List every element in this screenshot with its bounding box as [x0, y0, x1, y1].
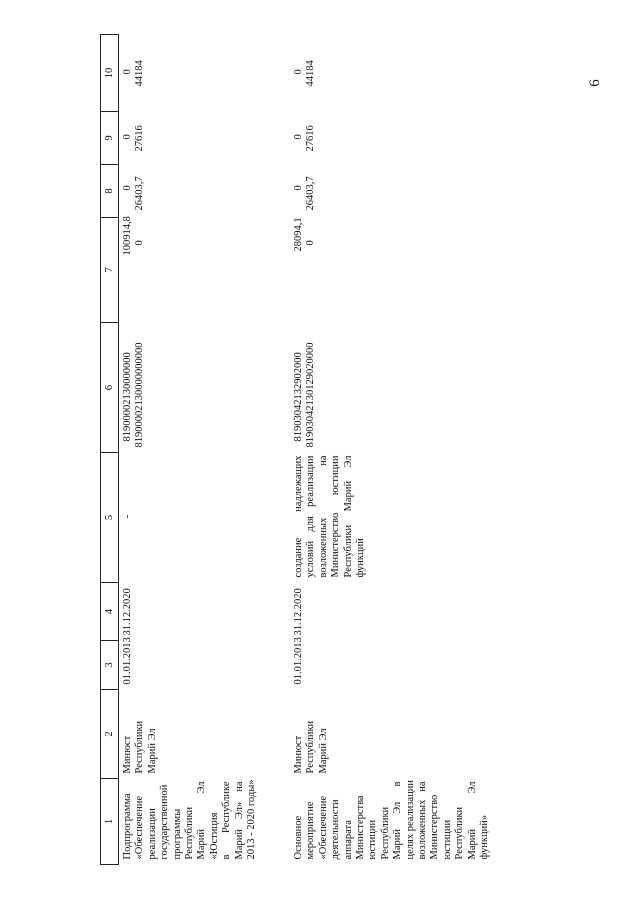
col-header-4: 4 [101, 583, 119, 641]
cell-line: Минюст [122, 735, 133, 774]
col-header-2: 2 [101, 690, 119, 779]
cell-line: в Республике [221, 781, 233, 860]
value: 44184 [134, 60, 146, 87]
finance-col9-cell [119, 112, 291, 165]
value: 26403,7 [305, 176, 317, 211]
col-header-3: 3 [101, 641, 119, 690]
cell-line: реализации [146, 808, 158, 860]
value: 28094,1 [293, 217, 304, 252]
finance-col10-cell [290, 35, 492, 112]
cell-line: «Обеспечение [317, 796, 329, 860]
value: 0 [305, 240, 317, 246]
expected-result-cell: - [122, 514, 133, 519]
cell-line: юстиции [441, 819, 453, 860]
cell-line: Республики [379, 806, 391, 860]
end-date-cell: 31.12.2020 [122, 588, 133, 636]
value: 0 [293, 185, 304, 191]
end-date-cell: 31.12.2020 [293, 588, 304, 636]
col-header-10: 10 [101, 35, 119, 112]
cell-line: возложенных на [417, 781, 429, 860]
value: 0 [122, 134, 133, 140]
executor-cell [290, 690, 492, 779]
cell-line: деятельности [330, 799, 342, 860]
value: 0 [122, 185, 133, 191]
cell-line: программы [171, 808, 183, 860]
finance-col7-cell [119, 218, 291, 323]
finance-col9-cell [290, 112, 492, 165]
cell-line: государственной [159, 784, 171, 860]
cell-line: Минюст [293, 735, 304, 774]
budget-code-new: 81903042130129020000 [305, 342, 317, 448]
finance-col10-cell [119, 35, 291, 112]
budget-code-old: 81903042132902000 [293, 352, 304, 442]
value: 44184 [305, 60, 317, 87]
table-row [290, 35, 492, 865]
value: 0 [293, 134, 304, 140]
col-header-9: 9 [101, 112, 119, 165]
start-date-cell: 01.01.2013 [293, 637, 304, 685]
cell-line: аппарата [342, 820, 354, 860]
subprogram-name-cell [119, 779, 291, 865]
cell-line: Марий Эл в [392, 781, 404, 860]
cell-line: функций» [479, 814, 491, 860]
cell-line: Подпрограмма [122, 793, 133, 860]
cell-line: Республики [454, 806, 466, 860]
cell-line: Марий Эл [466, 781, 478, 860]
header-row [101, 35, 119, 865]
cell-line: Основное [293, 815, 304, 860]
col-header-6: 6 [101, 323, 119, 453]
page-number: 6 [587, 79, 603, 87]
budget-code-cell [290, 323, 492, 453]
col-header-1: 1 [101, 779, 119, 865]
cell-line: Марий Эл [196, 781, 208, 860]
value: 0 [293, 69, 304, 75]
cell-line: мероприятие [305, 801, 317, 860]
cell-line: «Обеспечение [134, 796, 146, 860]
finance-col8-cell [290, 165, 492, 218]
cell-line: 2013 - 2020 годы» [246, 779, 258, 860]
executor-cell [119, 690, 291, 779]
col-header-5: 5 [101, 453, 119, 583]
budget-code-old: 81900002130000000 [122, 352, 133, 442]
value: 26403,7 [134, 176, 146, 211]
col-header-7: 7 [101, 218, 119, 323]
activity-name-cell [290, 779, 492, 865]
value: 27616 [305, 125, 317, 152]
cell-line: Марий Эл [146, 728, 158, 774]
cell-line: целях реализации [404, 779, 416, 860]
rotated-table-container [100, 35, 590, 865]
start-date-cell: 01.01.2013 [122, 637, 133, 685]
cell-line: Марий Эл» на [233, 781, 245, 860]
value: 0 [134, 240, 146, 246]
col-header-8: 8 [101, 165, 119, 218]
cell-line: юстиции [367, 819, 379, 860]
budget-code-new: 81900002130000000000 [134, 342, 146, 448]
table-row [119, 35, 291, 865]
value: 27616 [134, 125, 146, 152]
budget-code-cell [119, 323, 291, 453]
cell-line: «Юстиция [208, 812, 220, 860]
finance-col7-cell [290, 218, 492, 323]
cell-line: Республики [305, 720, 317, 774]
cell-line: Республики [184, 806, 196, 860]
expected-result-cell: создание надлежащих условий для реализации возложенных на Министерство юстиции Республики Марий Эл функций [293, 455, 367, 578]
value: 100914,8 [122, 216, 133, 256]
cell-line: Республики [134, 720, 146, 774]
cell-line: Министерства [355, 795, 367, 860]
program-table [100, 34, 492, 865]
cell-line: Министерство [429, 794, 441, 860]
finance-col8-cell [119, 165, 291, 218]
cell-line: Марий Эл [317, 728, 329, 774]
value: 0 [122, 69, 133, 75]
